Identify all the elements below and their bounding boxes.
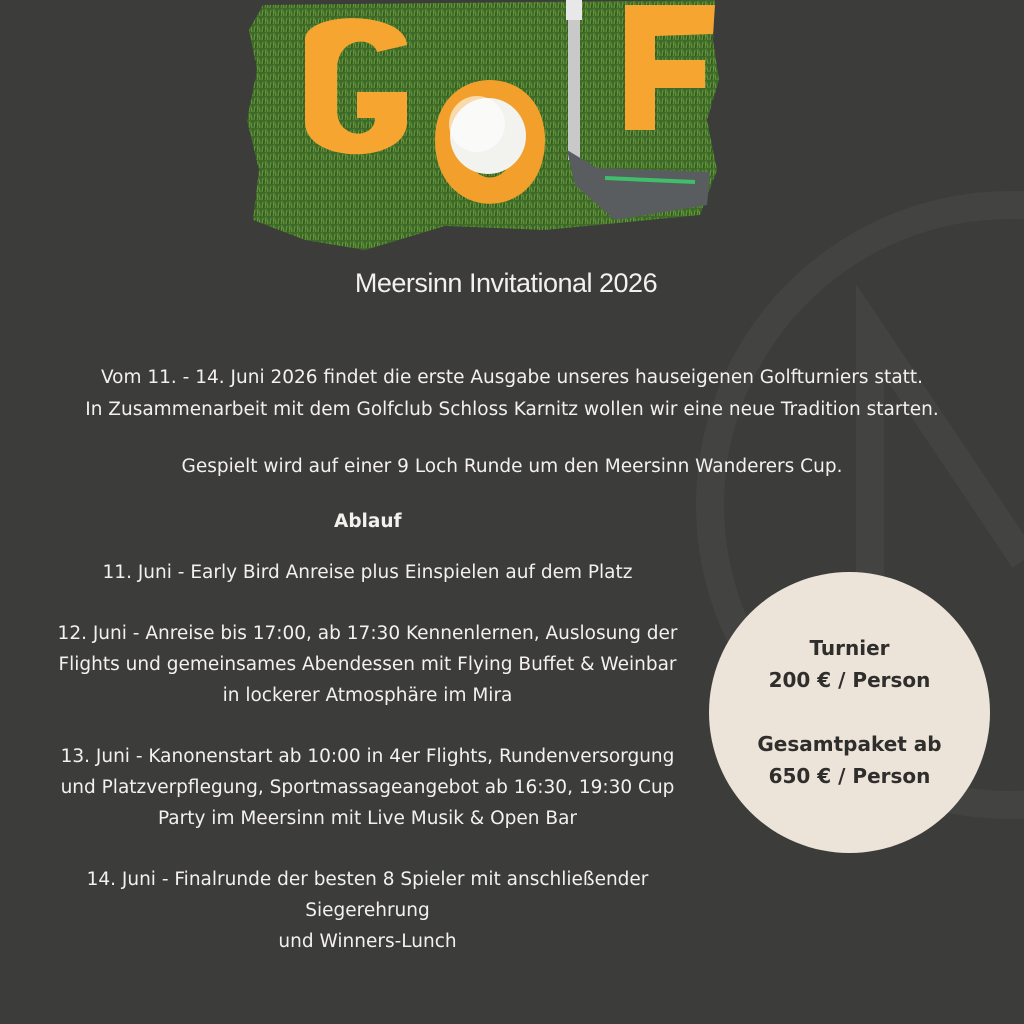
schedule-line: 12. Juni - Anreise bis 17:00, ab 17:30 Kennenlernen, Auslosung der	[57, 623, 678, 644]
schedule-line: 14. Juni - Finalrunde der besten 8 Spieler mit anschließender	[86, 869, 649, 890]
event-title: Meersinn Invitational 2026	[354, 268, 658, 298]
tournament-price: 200 € / Person	[768, 668, 931, 692]
package-label: Gesamtpaket ab	[757, 732, 942, 756]
schedule-line: und Winners-Lunch	[278, 931, 457, 952]
intro-line-1: Vom 11. - 14. Juni 2026 findet die erste Ausgabe unseres hauseigenen Golfturniers statt.	[100, 367, 924, 388]
schedule-item	[20, 557, 715, 588]
schedule-line: 11. Juni - Early Bird Anreise plus Einspielen auf dem Platz	[102, 562, 633, 583]
hero-golf-image	[245, 0, 720, 252]
schedule-line: in lockerer Atmosphäre im Mira	[222, 685, 513, 706]
schedule-item	[20, 618, 715, 711]
schedule-line: Flights und gemeinsames Abendessen mit Flying Buffet & Weinbar	[58, 654, 677, 675]
tournament-label: Turnier	[809, 636, 890, 660]
schedule-line: 13. Juni - Kanonenstart ab 10:00 in 4er Flights, Rundenversorgung	[60, 746, 675, 767]
intro-text	[0, 362, 1024, 426]
golf-club	[568, 0, 580, 160]
golf-illustration	[245, 0, 720, 252]
price-badge	[709, 572, 990, 853]
schedule-line: und Platzverpflegung, Sportmassageangebot ab 16:30, 19:30 Cup	[60, 777, 675, 798]
schedule-list	[20, 557, 715, 987]
schedule-item	[20, 864, 715, 957]
schedule-line: Siegerehrung	[305, 900, 430, 921]
cup-text: Gespielt wird auf einer 9 Loch Runde um den Meersinn Wanderers Cup.	[181, 456, 843, 477]
schedule-heading: Ablauf	[334, 511, 402, 532]
package-price: 650 € / Person	[768, 764, 931, 788]
schedule-line: Party im Meersinn mit Live Musik & Open Bar	[157, 808, 578, 829]
schedule-item	[20, 741, 715, 834]
intro-line-2: In Zusammenarbeit mit dem Golfclub Schloss Karnitz wollen wir eine neue Tradition starten.	[85, 399, 939, 420]
